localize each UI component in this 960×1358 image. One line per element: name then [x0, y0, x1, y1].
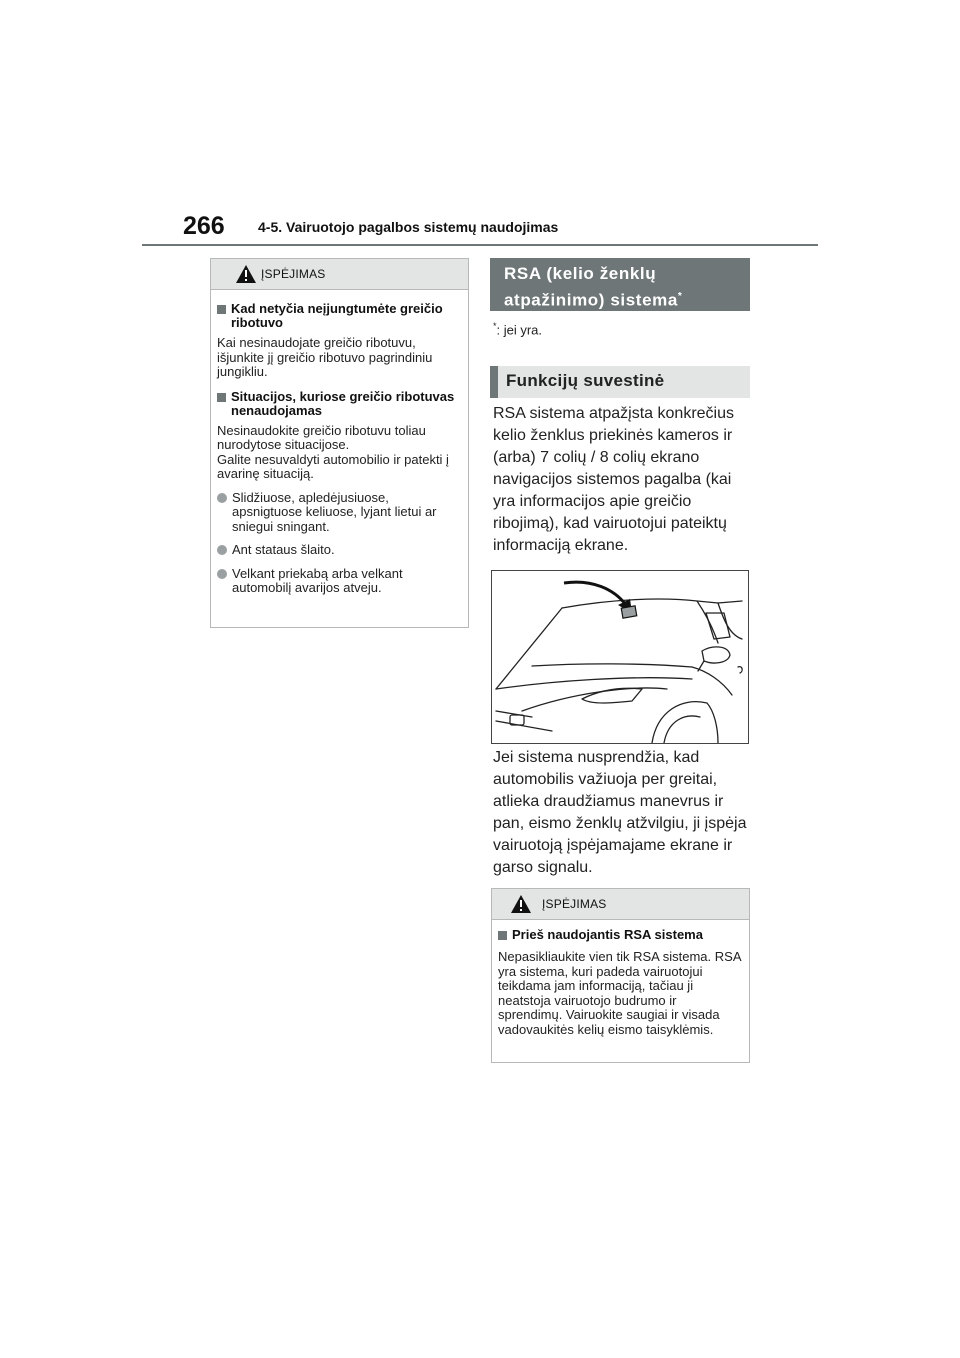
warning-header: [211, 259, 468, 290]
header-divider: [142, 244, 818, 246]
square-bullet-icon: [217, 393, 226, 402]
warning-title: ĮSPĖJIMAS: [261, 267, 326, 281]
warning-subheading: Situacijos, kuriose greičio ribotuvas nenaudojamas: [217, 390, 461, 418]
warning-body: [211, 290, 468, 604]
square-bullet-icon: [217, 305, 226, 314]
square-bullet-icon: [498, 931, 507, 940]
warning-triangle-icon: [235, 264, 257, 284]
chapter-title: 4-5. Vairuotojo pagalbos sistemų naudojimas: [258, 219, 559, 235]
page-header: [0, 0, 960, 250]
list-item: Velkant priekabą arba velkant automobilį avarijos atveju.: [217, 567, 461, 596]
warning-header: [492, 889, 749, 920]
warning-paragraph: Nesinaudokite greičio ribotuvu toliau nurodytose situacijose.: [217, 422, 426, 452]
warning-subheading: Kad netyčia neįjungtumėte greičio ribotuvo: [217, 302, 461, 330]
page-number: 266: [183, 212, 225, 240]
car-front-camera-icon: [492, 571, 748, 743]
warning-title: ĮSPĖJIMAS: [542, 897, 607, 911]
warning-triangle-icon: [510, 894, 532, 914]
list-item: Slidžiuose, apledėjusiuose, apsnigtuose keliuose, lyjant lietui ar sniegui sningant.: [217, 491, 461, 535]
warning-paragraph: Galite nesuvaldyti automobilio ir patekti į avarinę situaciją.: [217, 451, 449, 481]
body-paragraph-overview: RSA sistema atpažįsta konkrečius kelio ženklus priekinės kameros ir (arba) 7 colių / 8 colių ekrano navigacijos sistemos pagalba (kai yra informacijos apie greičio ribojimą), kad vairuotojui pateiktų informaciją ekrane.: [493, 405, 734, 554]
subsection-heading: Funkcijų suvestinė: [490, 366, 750, 398]
warning-box-rsa: [491, 888, 750, 1063]
warning-body: [492, 920, 749, 1045]
body-paragraph-warning: Jei sistema nusprendžia, kad automobilis važiuoja per greitai, atlieka draudžiamus manevrus ir pan, eismo ženklų atžvilgiu, ji įspėja vairuotoją įspėjamajame ekrane ir garso signalu.: [493, 749, 747, 876]
round-bullet-icon: [217, 569, 227, 579]
round-bullet-icon: [217, 493, 227, 503]
section-heading: RSA (kelio ženklų atpažinimo) sistema*: [490, 258, 750, 311]
warning-subheading: Prieš naudojantis RSA sistema: [498, 928, 742, 942]
warning-paragraph: Kai nesinaudojate greičio ribotuvu, išjunkite jį greičio ribotuvo pagrindiniu jungikliu.: [217, 335, 433, 379]
footnote: *: jei yra.: [493, 321, 543, 338]
warning-paragraph: Nepasikliaukite vien tik RSA sistema. RSA yra sistema, kuri padeda vairuotojui teikdama jam informaciją, tačiau ji neatstoja vairuotojo budrumo ir sprendimų. Vairuokite saugiai ir visada vadovaukitės kelių eismo taisyklėmis.: [498, 949, 741, 1037]
car-camera-illustration: [491, 570, 749, 744]
round-bullet-icon: [217, 545, 227, 555]
warning-box-speed-limiter: [210, 258, 469, 628]
list-item: Ant stataus šlaito.: [217, 543, 461, 558]
